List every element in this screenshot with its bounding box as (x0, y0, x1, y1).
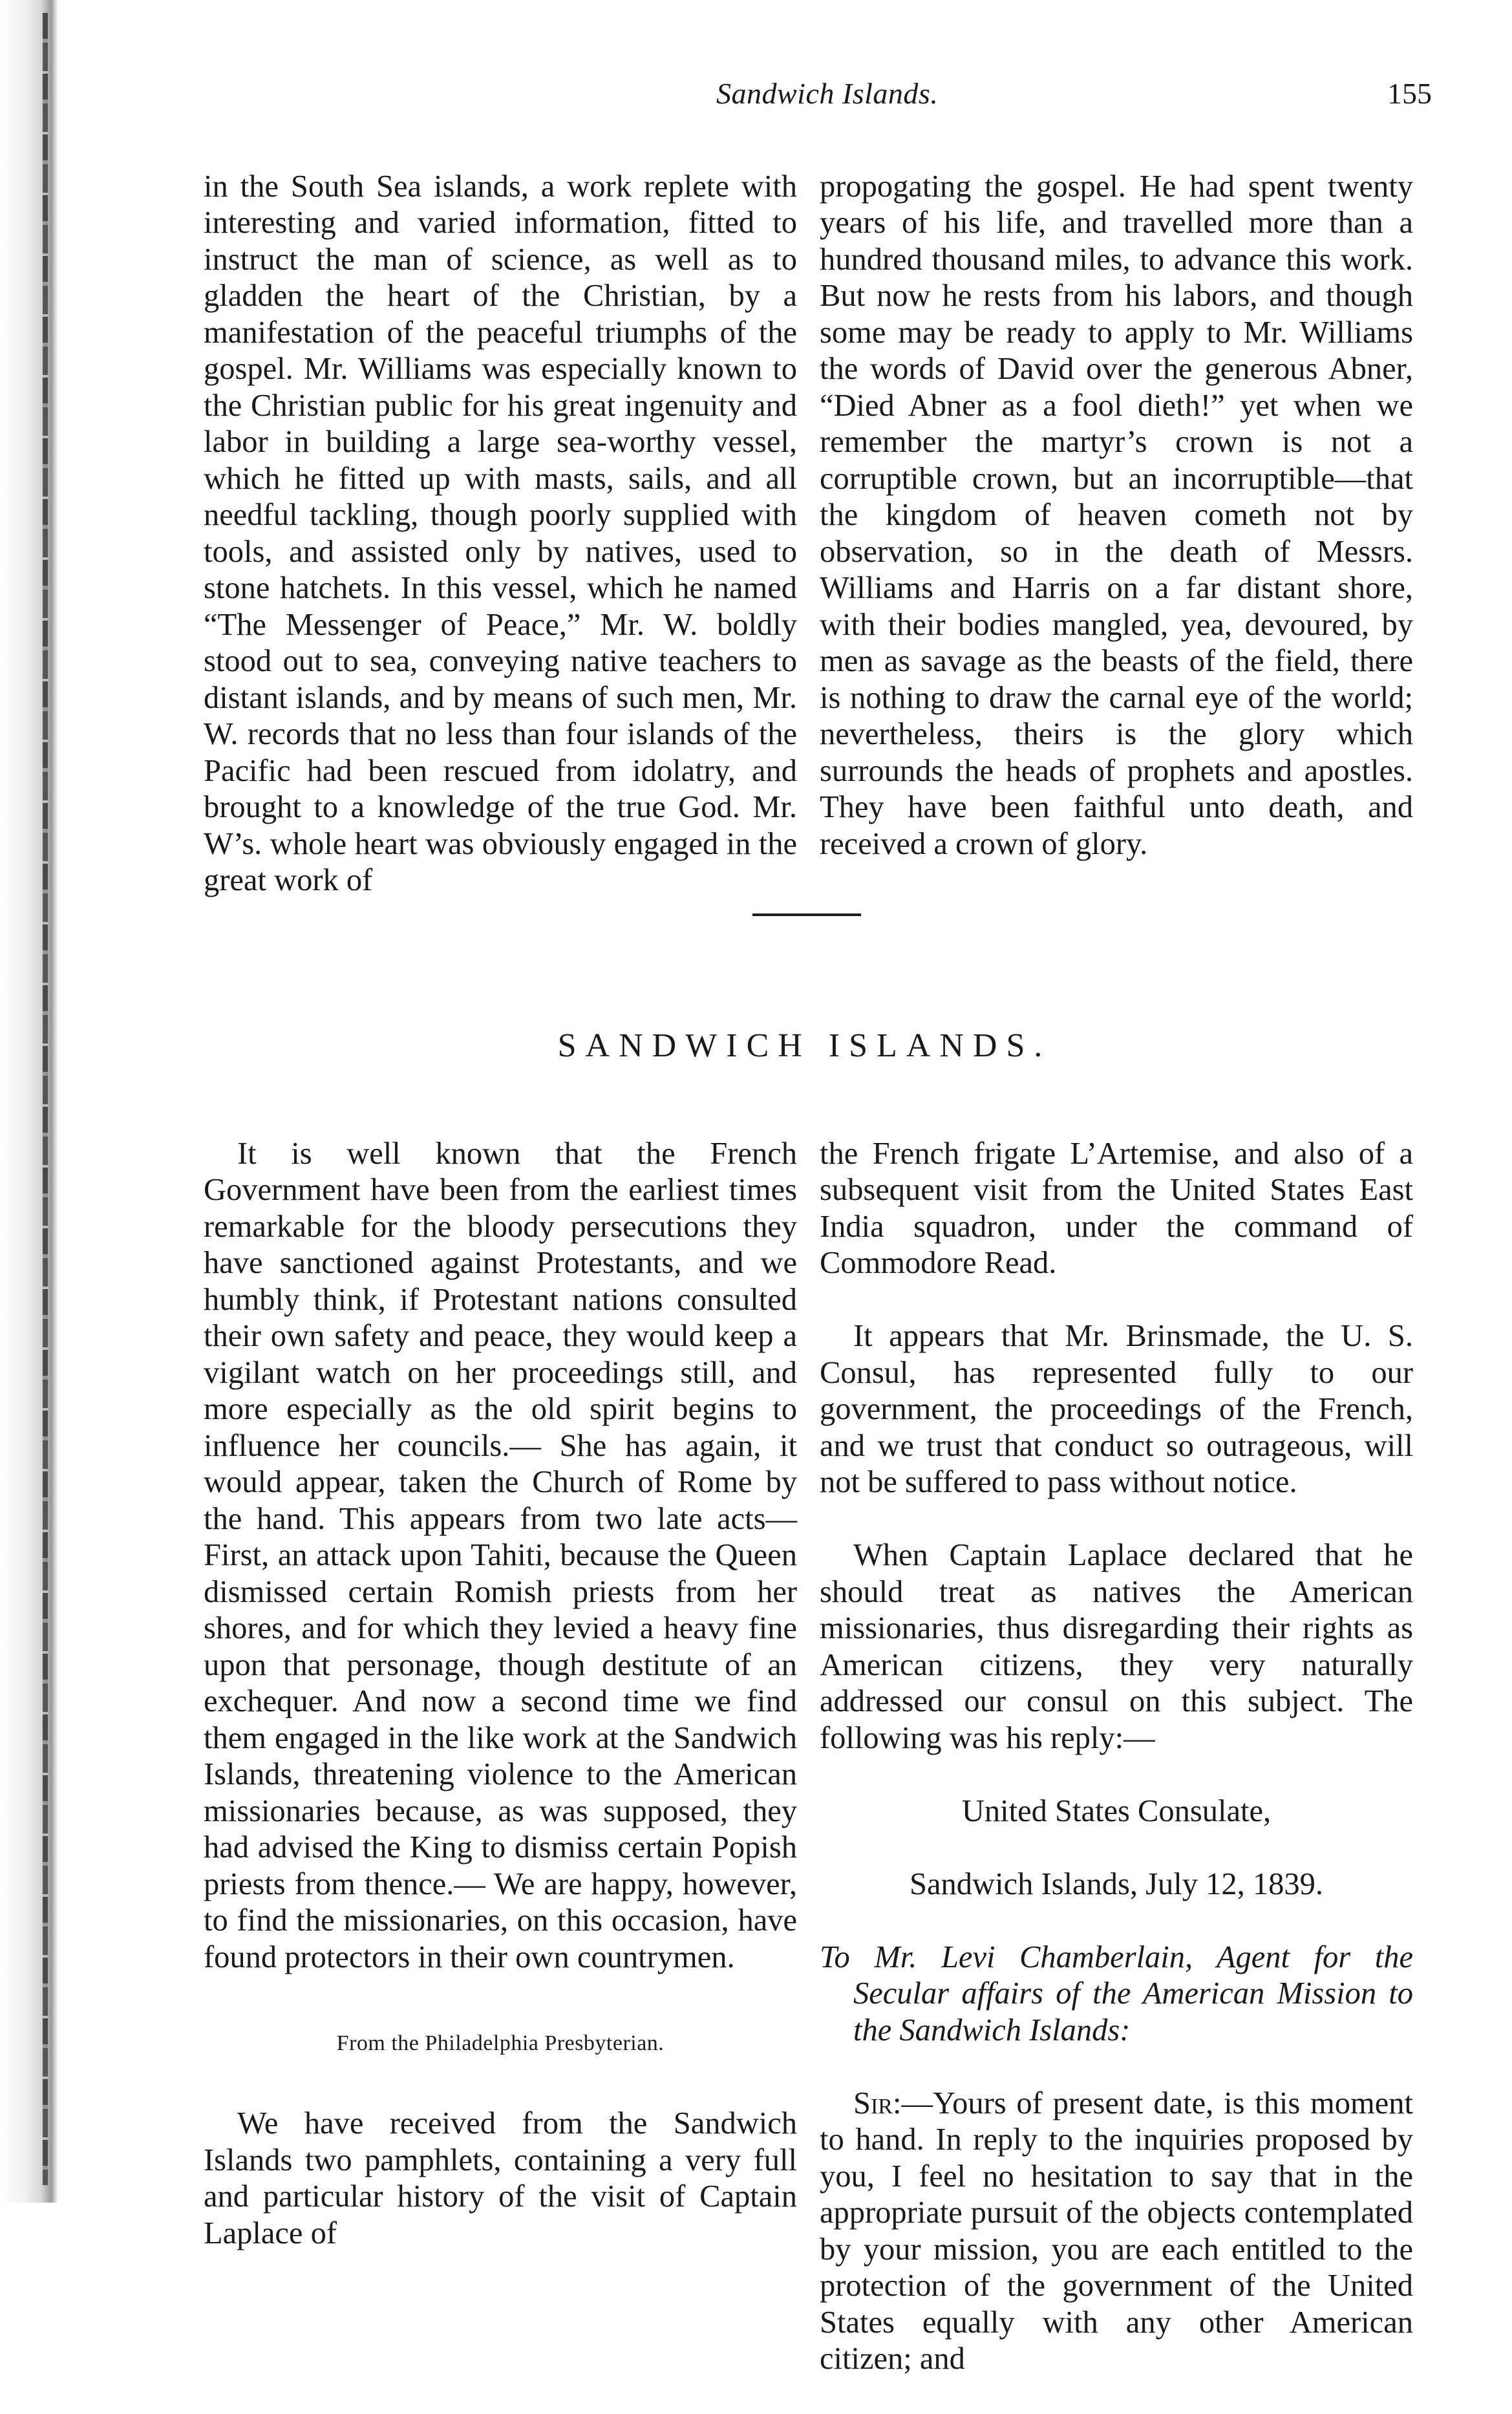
right-paragraph-1: It appears that Mr. Brinsmade, the U. S. Consul, has represented fully to our government, the proceedings of the French, and we trust that conduct so outrageous, will not be suffered to pass without notice. (820, 1319, 1413, 1499)
top-left-paragraph: in the South Sea islands, a work replete with interesting and varied information, fitted to instruct the man of science, as well as to gladden the heart of the Christian, by a manifestation of the peaceful triumphs of the gospel. Mr. Williams was especially known to the Christian public for his great ingenuity and labor in building a large sea-worthy vessel, which he fitted up with masts, sails, and all needful tackling, though poorly supplied with tools, and assisted only by natives, used to stone hatchets. In this vessel, which he named “The Messenger of Peace,” Mr. W. boldly stood out to sea, conveying native teachers to distant islands, and by means of such men, Mr. W. records that no less than four islands of the Pacific had been rescued from idolatry, and brought to a knowledge of the true God. Mr. W’s. whole heart was obviously engaged in the great work of (204, 169, 797, 897)
section-divider-rule (752, 913, 861, 916)
top-left-column (204, 132, 797, 935)
left-paragraph-1: It is well known that the French Government have been from the earliest times remarkable for the bloody persecutions they have sanctioned against Protestants, and we humbly think, if Protestant nations consulted their own safety and peace, they would keep a vigilant watch on her proceedings still, and more especially as the old spirit begins to influence her councils.— She has again, it would appear, taken the Church of Rome by the hand. This appears from two late acts—First, an attack upon Tahiti, because the Queen dismissed certain Romish priests from her shores, and for which they levied a heavy fine upon that personage, though destitute of an exchequer. And now a second time we find them engaged in the like work at the Sandwich Islands, threatening violence to the American missionaries because, as was supposed, they had advised the King to dismiss certain Popish priests from thence.— We are happy, however, to find the missionaries, on this occasion, have found protectors in their own countrymen. (204, 1136, 797, 1974)
right-paragraph-0: the French frigate L’Artemise, and also of a subsequent visit from the United States East India squadron, under the command of Commodore Read. (820, 1136, 1413, 1280)
left-column (204, 1099, 797, 2289)
letter-text: —Yours of present date, is this moment to hand. In reply to the inquiries proposed by you, I feel no hesitation to say that in the appropriate pursuit of the objects contemplated by your mission, you are each entitled to the protection of the government of the United States equally with any other American citizen; and (820, 2086, 1413, 2376)
top-right-column (820, 132, 1413, 899)
section-title: SANDWICH ISLANDS. (557, 1027, 1052, 1064)
dateline-2: Sandwich Islands, July 12, 1839. (910, 1866, 1323, 1901)
book-spine-shadow (0, 0, 58, 2203)
letter-address: To Mr. Levi Chamberlain, Agent for the Secular affairs of the American Mission to the Sandwich Islands: (820, 1939, 1413, 2047)
source-note: From the Philadelphia Presbyterian. (336, 2031, 665, 2055)
right-paragraph-2: When Captain Laplace declared that he should treat as natives the American missionaries, thus disregarding their rights as American citizens, they very naturally addressed our consul on this subject. The following was his reply:— (820, 1538, 1413, 1755)
left-paragraph-2: We have received from the Sandwich Islands two pamphlets, containing a very full and particular history of the visit of Captain Laplace of (204, 2106, 797, 2250)
binding-edge (43, 13, 48, 2185)
top-right-paragraph: propogating the gospel. He had spent twenty years of his life, and travelled more than a hundred thousand miles, to advance this work. But now he rests from his labors, and though some may be ready to apply to Mr. Williams the words of David over the generous Abner, “Died Abner as a fool dieth!” yet when we remember the martyr’s crown is not a corruptible crown, but an incorruptible—that the kingdom of heaven cometh not by observation, so in the death of Messrs. Williams and Harris on a far distant shore, with their bodies mangled, yea, devoured, by men as savage as the beasts of the field, there is nothing to draw the carnal eye of the world; nevertheless, theirs is the glory which surrounds the heads of prophets and apostles. They have been faithful unto death, and received a crown of glory. (820, 169, 1413, 861)
dateline-1: United States Consulate, (961, 1793, 1272, 1828)
right-column (820, 1099, 1413, 2414)
salutation: Sir: (853, 2086, 902, 2120)
running-head: Sandwich Islands. (716, 77, 939, 110)
page-number: 155 (1387, 77, 1432, 110)
letter-body (820, 2086, 1413, 2378)
